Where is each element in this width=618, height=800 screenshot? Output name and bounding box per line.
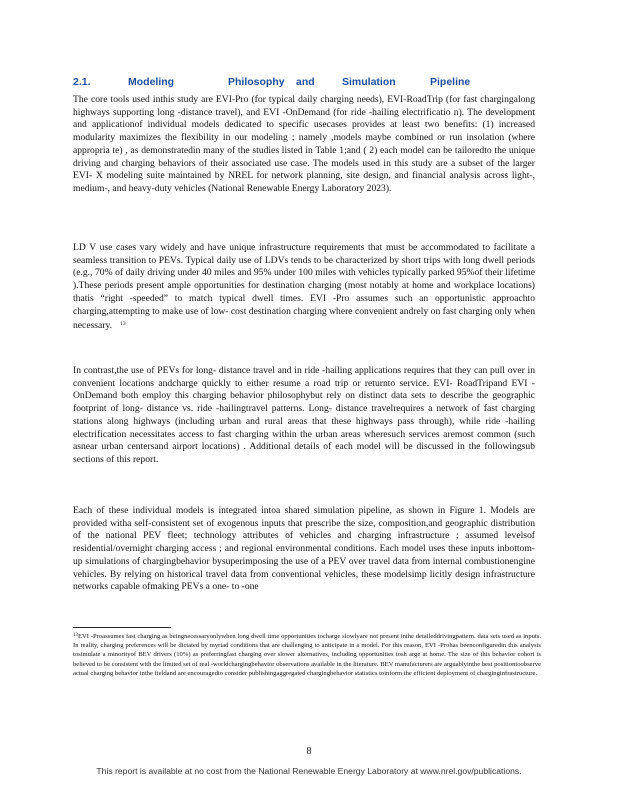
footnote-divider	[73, 627, 171, 628]
body-paragraph-core-tools: The core tools used inthis study are EVI-Pro (for typical daily charging needs), EVI-RoadTrip (for fast chargingalong highways supporting long -distance travel), and EVI -OnDemand (for ride -hailing electrificatio n). The development and applicationof individual models dedicated to specific usecases provides at least two benefits: (1) increased modularity maximizes the flexibility in our modeling ; namely ,models maybe combined or run insolation (where appropria te) , as demonstratedin many of the studies listed in Table 1;and ( 2) each model can be tailoredto the unique driving and charging behaviors of their associated use case. The models used in this study are a subset of the larger EVI- X modeling suite maintained by NREL for network planning, site design, and financial analysis across light-, medium-, and heavy-duty vehicles (National Renewable Energy Laboratory 2023).	[73, 94, 535, 194]
heading-word-simulation: Simulation	[342, 76, 396, 88]
footnote-reference[interactable]: 13	[120, 321, 126, 328]
body-paragraph-ldv-use-cases	[73, 242, 535, 333]
heading-word-pipeline: Pipeline	[430, 76, 471, 88]
page-footer: This report is available at no cost from the National Renewable Energy Laboratory at www.nrel.gov/publications.	[96, 766, 522, 776]
heading-word-philosophy: Philosophy	[228, 76, 285, 88]
heading-word-modeling: Modeling	[128, 76, 175, 88]
footnote-text: EVI -Proassumes fast charging as beingnecessaryonlywhen long dwell time opportunities tocharge slowlyare not present inthe detaileddrivingpattern. data sets used as inputs. In reality, charging preferences will be dictated by myriad conditions that are challenging to anticipate in a model. For this reason, EVI -Prohas beenconfiguredin this analysis tosimulate a minorityof BEV drivers (10%) as preferringfast charging over slower alternatives, including opportunities tosh arge at home. The size of this behavior cohort is believed to be consistent with the limited set of real -worldchargingbehavior observations available in the literature. BEV manufacturers are arguablyinthe best positiontoobserve actual charging behavior inthe fieldand are encouragedto consider publishingaggregated chargingbehavior statistics toinform the efficient deployment of charginginfrastructure.	[73, 633, 541, 677]
page-number: 8	[306, 746, 312, 757]
heading-word-and: and	[296, 76, 315, 88]
section-number: 2.1.	[73, 76, 91, 88]
paragraph-text: LD V use cases vary widely and have unique infrastructure requirements that must be accommodated to facilitate a seamless transition to PEVs. Typical daily use of LDVs tends to be characterized by short trips with long dwell periods (e.g., 70% of daily driving under 40 miles and 95% under 100 miles with vehicles typically parked 95%of their lifetime ).These periods present ample opportunities for destination charging (most notably at home and workplace locations) thatis “right -speeded” to match typical dwell times. EVI -Pro assumes such an opportunistic approachto charging,attempting to make use of low- cost destination charging where convenient andrely on fast charging only when necessary.	[73, 242, 535, 332]
body-paragraph-long-distance: In contrast,the use of PEVs for long- distance travel and in ride -hailing applications requires that they can pull over in convenient locations andcharge quickly to either resume a road trip or returnto service. EVI- RoadTripand EVI -OnDemand both employ this charging behavior philosophybut rely on distinct data sets to describe the geographic footprint of long- distance vs. ride -hailingtravel patterns. Long- distance travelrequires a network of fast charging stations along highways (including urban and rural areas that these highways pass through), while ride -hailing electrification necessitates access to fast charging within the urban areas wheresuch services aremost common (such asnear urban centersand airport locations) . Additional details of each model will be discussed in the followingsub sections of this report.	[73, 365, 535, 465]
body-paragraph-simulation-pipeline: Each of these individual models is integrated intoa shared simulation pipeline, as shown in Figure 1. Models are provided witha self-consistent set of exogenous inputs that prescribe the size, composition,and geographic distribution of the national PEV fleet; technology attributes of vehicles and charging infrastructure ; assumed levelsof residential/overnight charging access ; and regional environmental conditions. Each model uses these inputs inbottom-up simulations of chargingbehavior bysuperimposing the use of a PEV over travel data from internal combustionengine vehicles. By relying on historical travel data from conventional vehicles, these modelsimp licitly design infrastructure networks capable ofmaking PEVs a one- to -one	[73, 505, 535, 593]
footnote-label: 13	[73, 633, 78, 638]
section-heading	[73, 76, 553, 88]
footnote	[73, 631, 541, 678]
